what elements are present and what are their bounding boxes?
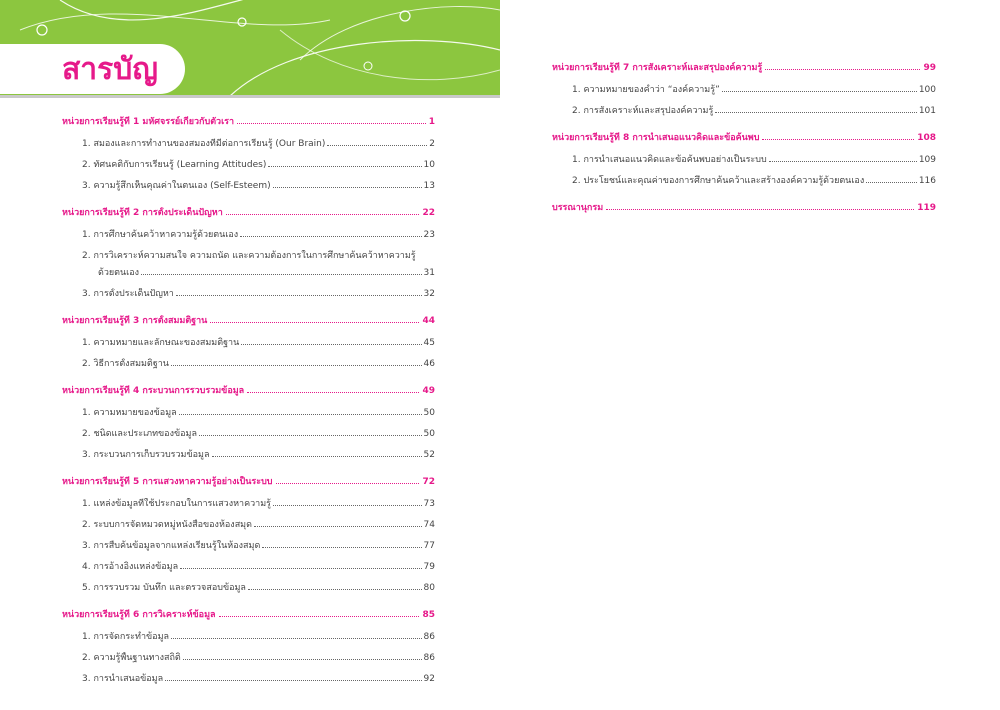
toc-entry[interactable] xyxy=(62,449,435,462)
dot-leader xyxy=(180,568,421,569)
entry-page-number: 116 xyxy=(918,176,936,186)
header-band xyxy=(0,0,500,96)
entry-title: 2. การวิเคราะห์ความสนใจ ความถนัด และความต้องการในการศึกษาค้นคว้าหาความรู้ xyxy=(82,251,416,261)
toc-unit-heading[interactable] xyxy=(62,609,435,623)
entry-page-number: 31 xyxy=(423,268,435,278)
dot-leader xyxy=(254,526,422,527)
entry-title: 1. การนำเสนอแนวคิดและข้อค้นพบอย่างเป็นระบบ xyxy=(572,155,767,165)
unit-page-number: 99 xyxy=(923,63,936,73)
toc-unit-group xyxy=(62,385,435,462)
unit-title: หน่วยการเรียนรู้ที่ 8 การนำเสนอแนวคิดและข้อค้นพบ xyxy=(552,133,760,143)
dot-leader xyxy=(219,616,420,617)
unit-title: บรรณานุกรม xyxy=(552,203,604,213)
dot-leader xyxy=(226,214,420,215)
toc-unit-group xyxy=(552,132,936,188)
toc-entry[interactable] xyxy=(62,561,435,574)
toc-unit-heading[interactable] xyxy=(62,476,435,490)
toc-unit-group xyxy=(62,609,435,686)
dot-leader xyxy=(722,91,917,92)
unit-title: หน่วยการเรียนรู้ที่ 6 การวิเคราะห์ข้อมูล xyxy=(62,610,216,620)
toc-unit-group xyxy=(62,207,435,301)
dot-leader xyxy=(327,145,427,146)
toc-unit-group xyxy=(552,62,936,118)
dot-leader xyxy=(765,69,920,70)
toc-unit-heading[interactable] xyxy=(62,116,435,130)
toc-entry[interactable] xyxy=(62,337,435,350)
entry-title: 2. ชนิดและประเภทของข้อมูล xyxy=(82,429,197,439)
unit-page-number: 49 xyxy=(422,386,435,396)
dot-leader xyxy=(141,274,422,275)
toc-unit-heading[interactable] xyxy=(62,207,435,221)
dot-leader xyxy=(273,505,422,506)
entry-page-number: 74 xyxy=(423,520,435,530)
entry-title: 1. ความหมายและลักษณะของสมมติฐาน xyxy=(82,338,240,348)
unit-title: หน่วยการเรียนรู้ที่ 1 มหัศจรรย์เกี่ยวกับตัวเรา xyxy=(62,117,235,127)
toc-entry[interactable] xyxy=(552,154,936,167)
entry-title: 2. ระบบการจัดหมวดหมู่หนังสือของห้องสมุด xyxy=(82,520,252,530)
header-divider xyxy=(0,95,500,98)
toc-unit-heading[interactable] xyxy=(552,132,936,146)
entry-page-number: 92 xyxy=(423,674,435,684)
entry-page-number: 79 xyxy=(423,562,435,572)
dot-leader xyxy=(268,166,421,167)
entry-title: 3. การตั้งประเด็นปัญหา xyxy=(82,289,174,299)
toc-entry[interactable] xyxy=(62,288,435,301)
entry-title: 1. สมองและการทำงานของสมองที่มีต่อการเรียนรู้ (Our Brain) xyxy=(82,139,326,149)
toc-entry[interactable] xyxy=(62,652,435,665)
entry-page-number: 46 xyxy=(423,359,435,369)
entry-title: 1. การศึกษาค้นคว้าหาความรู้ด้วยตนเอง xyxy=(82,230,239,240)
unit-page-number: 1 xyxy=(428,117,435,127)
entry-title: 3. กระบวนการเก็บรวบรวมข้อมูล xyxy=(82,450,210,460)
dot-leader xyxy=(176,295,422,296)
entry-title: 2. ทัศนคติกับการเรียนรู้ (Learning Attitudes) xyxy=(82,160,267,170)
toc-entry[interactable] xyxy=(62,582,435,595)
toc-entry[interactable] xyxy=(62,519,435,532)
entry-title: 1. แหล่งข้อมูลที่ใช้ประกอบในการแสวงหาความรู้ xyxy=(82,499,271,509)
toc-right-page xyxy=(552,62,936,224)
dot-leader xyxy=(241,344,421,345)
entry-title: 4. การอ้างอิงแหล่งข้อมูล xyxy=(82,562,179,572)
entry-page-number: 2 xyxy=(429,139,435,149)
dot-leader xyxy=(247,392,419,393)
entry-page-number: 50 xyxy=(423,408,435,418)
dot-leader xyxy=(715,112,916,113)
entry-page-number: 52 xyxy=(423,450,435,460)
unit-page-number: 119 xyxy=(917,203,936,213)
toc-entry[interactable] xyxy=(62,428,435,441)
toc-entry[interactable] xyxy=(62,250,435,263)
toc-unit-heading[interactable] xyxy=(552,62,936,76)
entry-page-number: 10 xyxy=(423,160,435,170)
toc-unit-heading[interactable] xyxy=(62,385,435,399)
entry-title: 2. ประโยชน์และคุณค่าของการศึกษาค้นคว้าและสร้างองค์ความรู้ด้วยตนเอง xyxy=(572,176,865,186)
unit-page-number: 22 xyxy=(422,208,435,218)
dot-leader xyxy=(762,139,914,140)
unit-page-number: 72 xyxy=(422,477,435,487)
toc-unit-group xyxy=(62,315,435,371)
entry-page-number: 86 xyxy=(423,632,435,642)
toc-entry[interactable] xyxy=(62,407,435,420)
dot-leader xyxy=(165,680,421,681)
toc-entry[interactable] xyxy=(62,138,435,151)
dot-leader xyxy=(262,547,421,548)
unit-title: หน่วยการเรียนรู้ที่ 3 การตั้งสมมติฐาน xyxy=(62,316,208,326)
entry-page-number: 77 xyxy=(423,541,435,551)
toc-entry[interactable] xyxy=(552,84,936,97)
entry-page-number: 50 xyxy=(423,429,435,439)
entry-page-number: 86 xyxy=(423,653,435,663)
entry-title: 1. ความหมายของข้อมูล xyxy=(82,408,177,418)
toc-entry[interactable] xyxy=(552,175,936,188)
unit-title: หน่วยการเรียนรู้ที่ 2 การตั้งประเด็นปัญหา xyxy=(62,208,223,218)
dot-leader xyxy=(248,589,422,590)
toc-entry[interactable] xyxy=(62,159,435,172)
toc-entry[interactable] xyxy=(62,229,435,242)
toc-entry[interactable] xyxy=(62,631,435,644)
dot-leader xyxy=(273,187,422,188)
entry-page-number: 32 xyxy=(423,289,435,299)
dot-leader xyxy=(769,161,917,162)
entry-title: 3. การนำเสนอข้อมูล xyxy=(82,674,164,684)
entry-title: 2. ความรู้พื้นฐานทางสถิติ xyxy=(82,653,181,663)
toc-unit-group xyxy=(62,476,435,595)
entry-page-number: 100 xyxy=(918,85,936,95)
unit-page-number: 108 xyxy=(917,133,936,143)
dot-leader xyxy=(183,659,422,660)
unit-page-number: 44 xyxy=(422,316,435,326)
entry-title: 3. ความรู้สึกเห็นคุณค่าในตนเอง (Self-Esteem) xyxy=(82,181,271,191)
entry-title: 5. การรวบรวม บันทึก และตรวจสอบข้อมูล xyxy=(82,583,246,593)
entry-title: 2. วิธีการตั้งสมมติฐาน xyxy=(82,359,169,369)
toc-entry[interactable] xyxy=(62,498,435,511)
dot-leader xyxy=(171,638,422,639)
dot-leader xyxy=(199,435,422,436)
toc-entry[interactable] xyxy=(62,180,435,193)
toc-entry[interactable] xyxy=(62,267,435,280)
toc-unit-group xyxy=(62,116,435,193)
entry-page-number: 101 xyxy=(918,106,936,116)
toc-unit-group xyxy=(552,202,936,216)
unit-title: หน่วยการเรียนรู้ที่ 4 กระบวนการรวบรวมข้อมูล xyxy=(62,386,245,396)
toc-unit-heading[interactable] xyxy=(62,315,435,329)
page-title: สารบัญ xyxy=(62,52,158,87)
unit-title: หน่วยการเรียนรู้ที่ 7 การสังเคราะห์และสรุปองค์ความรู้ xyxy=(552,63,763,73)
toc-entry[interactable] xyxy=(62,540,435,553)
toc-unit-heading[interactable] xyxy=(552,202,936,216)
entry-title: ด้วยตนเอง xyxy=(98,268,140,278)
entry-page-number: 109 xyxy=(918,155,936,165)
entry-title: 2. การสังเคราะห์และสรุปองค์ความรู้ xyxy=(572,106,714,116)
entry-title: 1. การจัดกระทำข้อมูล xyxy=(82,632,170,642)
entry-page-number: 73 xyxy=(423,499,435,509)
entry-page-number: 23 xyxy=(423,230,435,240)
dot-leader xyxy=(171,365,422,366)
dot-leader xyxy=(866,182,917,183)
dot-leader xyxy=(210,322,419,323)
toc-left-page xyxy=(62,116,435,694)
toc-entry[interactable] xyxy=(552,105,936,118)
entry-title: 3. การสืบค้นข้อมูลจากแหล่งเรียนรู้ในห้องสมุด xyxy=(82,541,261,551)
unit-page-number: 85 xyxy=(422,610,435,620)
unit-title: หน่วยการเรียนรู้ที่ 5 การแสวงหาความรู้อย่างเป็นระบบ xyxy=(62,477,273,487)
dot-leader xyxy=(179,414,422,415)
dot-leader xyxy=(237,123,426,124)
toc-entry[interactable] xyxy=(62,358,435,371)
dot-leader xyxy=(212,456,422,457)
dot-leader xyxy=(240,236,421,237)
entry-page-number: 13 xyxy=(423,181,435,191)
entry-page-number: 80 xyxy=(423,583,435,593)
dot-leader xyxy=(606,209,914,210)
entry-page-number: 45 xyxy=(423,338,435,348)
dot-leader xyxy=(276,483,420,484)
entry-title: 1. ความหมายของคำว่า “องค์ความรู้” xyxy=(572,85,720,95)
toc-entry[interactable] xyxy=(62,673,435,686)
